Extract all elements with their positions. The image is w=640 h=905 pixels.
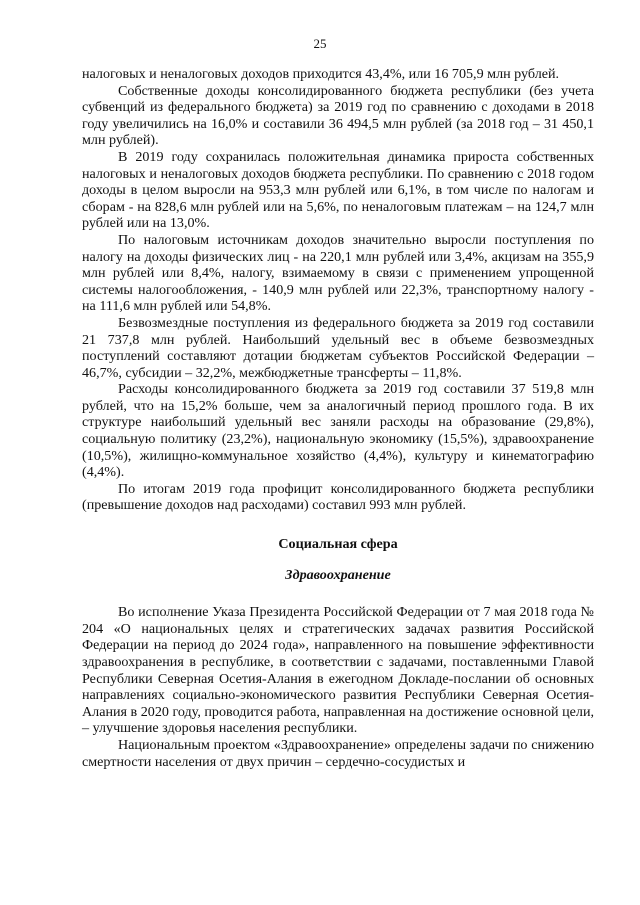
paragraph: Безвозмездные поступления из федерального бюджета за 2019 год составили 21 737,8 млн рублей. Наибольший удельный вес в объеме безвозмездных поступлений составляют дотации бюджетам субъектов Российской Федерации – 46,7%, субсидии – 32,2%, межбюджетные трансферты – 11,8%. [82, 314, 594, 381]
paragraph: Во исполнение Указа Президента Российской Федерации от 7 мая 2018 года № 204 «О национальных целях и стратегических задачах развития Российской Федерации на период до 2024 года», направленного на повышение эффективности здравоохранения в республике, в соответствии с задачами, поставленными Главой Республики Северная Осетия-Алания в ежегодном Докладе-послании об основных направлениях социально-экономического развития Республики Северная Осетия-Алания в 2020 году, проводится работа, направленная на достижение основной цели, – улучшение здоровья населения республики. [82, 604, 595, 737]
paragraph: Национальным проектом «Здравоохранение» определены задачи по снижению смертности населения от двух причин – сердечно-сосудистых и [82, 736, 594, 770]
paragraph: Расходы консолидированного бюджета за 2019 год составили 37 519,8 млн рублей, что на 15,2% больше, чем за аналогичный период прошлого года. В их структуре наибольший удельный вес заняли расходы на образование (29,8%), социальную политику (23,2%), национальную экономику (15,5%), здравоохранение (10,5%), жилищно-коммунальное хозяйство (4,4%), культуру и кинематографию (4,4%). [82, 381, 594, 481]
paragraph: налоговых и неналоговых доходов приходится 43,4%, или 16 705,9 млн рублей. [82, 66, 560, 82]
paragraph: По итогам 2019 года профицит консолидированного бюджета республики (превышение доходов над расходами) составил 993 млн рублей. [82, 480, 594, 514]
section-heading: Социальная сфера [278, 536, 398, 553]
paragraph: Собственные доходы консолидированного бюджета республики (без учета субвенций из федерального бюджета) за 2019 год по сравнению с доходами в 2018 году увеличились на 16,0% и составили 36 494,5 млн рублей (за 2018 год – 31 450,1 млн рублей). [82, 82, 594, 149]
page-number: 25 [313, 36, 327, 51]
paragraph: По налоговым источникам доходов значительно выросли поступления по налогу на доходы физических лиц - на 220,1 млн рублей или 3,4%, акцизам на 355,9 млн рублей или 8,4%, налогу, взимаемому в связи с применением упрощенной системы налогообложения, - 140,9 млн рублей или 22,3%, транспортному налогу - на 111,6 млн рублей или 54,8%. [82, 231, 594, 315]
paragraph: В 2019 году сохранилась положительная динамика прироста собственных налоговых и неналоговых доходов бюджета республики. По сравнению с 2018 годом доходы в целом выросли на 953,3 млн рублей или 6,1%, в том числе по налогам и сборам - на 828,6 млн рублей или на 5,6%, по неналоговым платежам – на 124,7 млн рублей или на 13,0%. [82, 148, 594, 232]
subsection-heading: Здравоохранение [285, 566, 391, 583]
body-text [82, 66, 594, 770]
